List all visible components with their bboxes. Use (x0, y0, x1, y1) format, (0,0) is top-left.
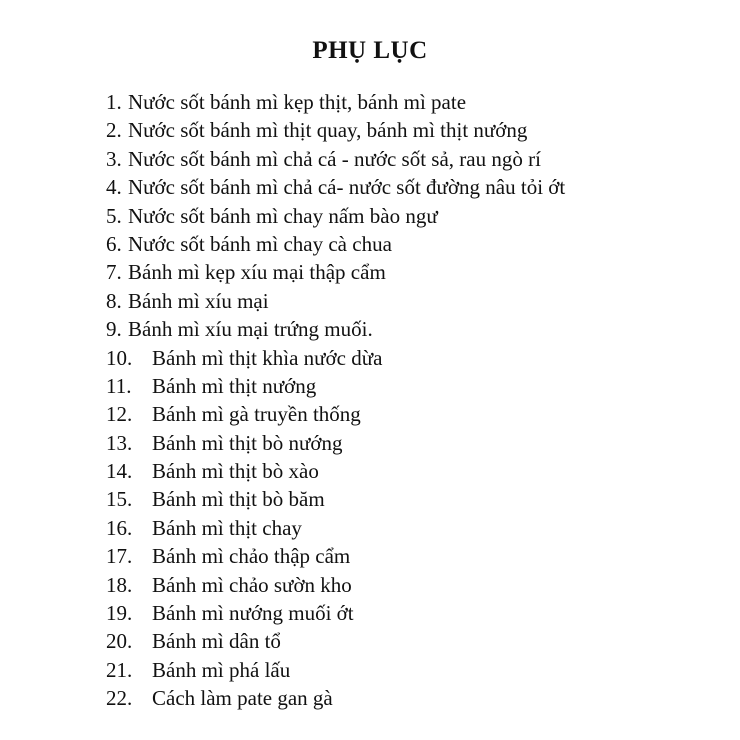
list-item-text: Bánh mì thịt nướng (152, 373, 317, 398)
list-item-number: 22. (106, 686, 133, 711)
list-item (106, 457, 565, 485)
list-item (106, 514, 565, 542)
list-item-number: 19. (106, 601, 133, 626)
list-item-number: 10. (106, 345, 133, 370)
list-item-text: Nước sốt bánh mì chả cá- nước sốt đường nâu tỏi ớt (128, 175, 566, 200)
list-item-text: Cách làm pate gan gà (152, 686, 333, 711)
list-item-number: 7. (106, 260, 122, 285)
list-item-number: 9. (106, 317, 122, 342)
list-item (106, 684, 565, 712)
list-item-text: Bánh mì xíu mại (128, 288, 269, 313)
list-item (106, 372, 565, 400)
list-item-number: 15. (106, 487, 133, 512)
list-item (106, 344, 565, 372)
list-item (106, 287, 565, 315)
list-item (106, 88, 565, 116)
list-item-number: 14. (106, 459, 133, 484)
list-item (106, 145, 565, 173)
list-item (106, 542, 565, 570)
list-item (106, 116, 565, 144)
list-item-number: 3. (106, 146, 122, 171)
list-item (106, 599, 565, 627)
list-item (106, 656, 565, 684)
list-item-text: Nước sốt bánh mì chay cà chua (128, 231, 392, 256)
list-item (106, 315, 565, 343)
list-item-text: Nước sốt bánh mì chay nấm bào ngư (128, 203, 438, 228)
list-item-number: 20. (106, 629, 133, 654)
list-item-number: 1. (106, 90, 122, 114)
list-item-number: 16. (106, 515, 133, 540)
list-item (106, 400, 565, 428)
list-item-text: Bánh mì kẹp xíu mại thập cẩm (128, 260, 386, 285)
list-item-number: 6. (106, 231, 122, 256)
list-item-number: 5. (106, 203, 122, 228)
list-item-number: 13. (106, 430, 133, 455)
list-item-number: 2. (106, 118, 122, 143)
list-item-text: Nước sốt bánh mì kẹp thịt, bánh mì pate (128, 90, 467, 114)
list-item-text: Bánh mì xíu mại trứng muối. (128, 317, 373, 342)
list-item-text: Bánh mì chảo sườn kho (152, 572, 352, 597)
list-item-text: Bánh mì thịt bò xào (152, 459, 319, 484)
appendix-list (106, 88, 565, 713)
list-item-text: Bánh mì thịt khìa nước dừa (152, 345, 383, 370)
list-item (106, 485, 565, 513)
list-item (106, 571, 565, 599)
list-item-number: 8. (106, 288, 122, 313)
list-item-number: 18. (106, 572, 133, 597)
list-item-text: Bánh mì phá lấu (152, 657, 291, 682)
page-title: PHỤ LỤC (312, 37, 428, 64)
list-item-text: Bánh mì nướng muối ớt (152, 601, 354, 626)
list-item (106, 230, 565, 258)
list-item-text: Bánh mì thịt bò nướng (152, 430, 343, 455)
list-item-number: 12. (106, 402, 133, 427)
list-item-text: Bánh mì gà truyền thống (152, 402, 361, 427)
list-item-text: Bánh mì thịt bò băm (152, 487, 325, 512)
list-item (106, 173, 565, 201)
list-item-number: 4. (106, 175, 122, 200)
list-item-text: Bánh mì dân tổ (152, 629, 281, 654)
list-item (106, 258, 565, 286)
list-item (106, 429, 565, 457)
list-item (106, 202, 565, 230)
list-item-text: Nước sốt bánh mì thịt quay, bánh mì thịt nướng (128, 118, 528, 143)
list-item-number: 17. (106, 544, 133, 569)
list-item-text: Nước sốt bánh mì chả cá - nước sốt sả, rau ngò rí (128, 146, 541, 171)
list-item-text: Bánh mì chảo thập cẩm (152, 544, 351, 569)
list-item-number: 21. (106, 657, 133, 682)
list-item (106, 627, 565, 655)
list-item-number: 11. (106, 373, 132, 398)
list-item-text: Bánh mì thịt chay (152, 515, 302, 540)
